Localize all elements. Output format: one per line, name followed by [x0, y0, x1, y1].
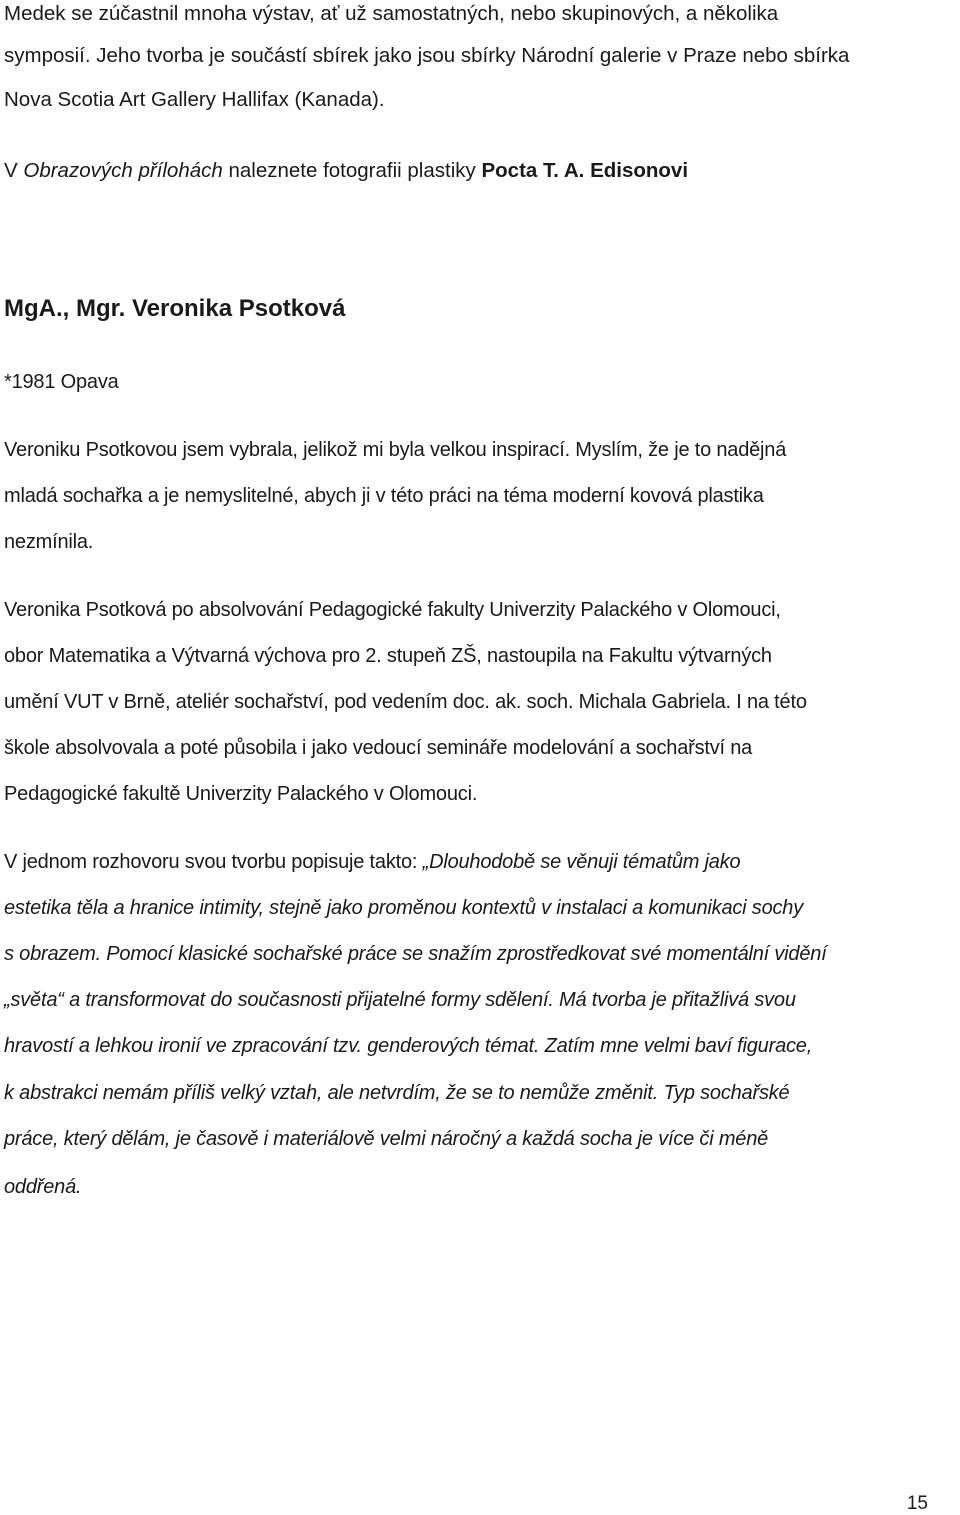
paragraph1-line-2: mladá sochařka a je nemyslitelné, abych ji v této práci na téma moderní kovová plastika	[4, 485, 764, 507]
intro-line-4-artwork-title: Pocta T. A. Edisonovi	[481, 159, 689, 182]
paragraph2-line-3: umění VUT v Brně, ateliér sochařství, pod vedením doc. ak. soch. Michala Gabriela. I na této	[4, 691, 807, 713]
paragraph3-intro: V jednom rozhovoru svou tvorbu popisuje takto:	[4, 851, 423, 873]
paragraph3-line-2: estetika těla a hranice intimity, stejně jako proměnou kontextů v instalaci a komunikaci sochy	[4, 897, 804, 919]
paragraph3-quote-start: „Dlouhodobě se věnuji tématům jako	[422, 851, 741, 873]
paragraph2-line-5: Pedagogické fakultě Univerzity Palackého v Olomouci.	[4, 783, 478, 805]
intro-line-4-middle: naleznete fotografii plastiky	[222, 159, 482, 182]
paragraph2-line-1: Veronika Psotková po absolvování Pedagogické fakulty Univerzity Palackého v Olomouci,	[4, 599, 781, 621]
paragraph3-line-1	[4, 849, 740, 875]
artist-birth: *1981 Opava	[4, 371, 119, 393]
paragraph3-line-4: „světa“ a transformovat do současnosti přijatelné formy sdělení. Má tvorba je přitažlivá svou	[4, 989, 796, 1011]
paragraph3-line-5: hravostí a lehkou ironií ve zpracování tzv. genderových témat. Zatím mne velmi baví figurace,	[4, 1035, 813, 1057]
paragraph2-line-2: obor Matematika a Výtvarná výchova pro 2. stupeň ZŠ, nastoupila na Fakultu výtvarných	[4, 645, 772, 667]
paragraph3-line-6: k abstrakci nemám příliš velký vztah, ale netvrdím, že se to nemůže změnit. Typ sochařské	[4, 1082, 790, 1104]
paragraph1-line-3: nezmínila.	[4, 531, 94, 553]
page-number: 15	[906, 1493, 928, 1514]
artist-heading: MgA., Mgr. Veronika Psotková	[4, 295, 346, 322]
paragraph1-line-1: Veroniku Psotkovou jsem vybrala, jelikož mi byla velkou inspirací. Myslím, že je to nadějná	[4, 439, 787, 461]
intro-line-4-attachments: Obrazových přílohách	[23, 159, 223, 182]
intro-line-4-prefix: V	[4, 159, 24, 182]
paragraph3-line-8: oddřená.	[4, 1176, 82, 1198]
paragraph3-line-3: s obrazem. Pomocí klasické sochařské práce se snažím zprostředkovat své momentální vidění	[4, 943, 827, 965]
paragraph3-line-7: práce, který dělám, je časově i materiálově velmi náročný a každá socha je více či méně	[4, 1128, 769, 1150]
intro-line-3: Nova Scotia Art Gallery Hallifax (Kanada).	[4, 88, 385, 111]
intro-line-2: symposií. Jeho tvorba je součástí sbírek jako jsou sbírky Národní galerie v Praze nebo sbírka	[4, 44, 850, 67]
intro-line-4	[4, 158, 688, 184]
paragraph2-line-4: škole absolvovala a poté působila i jako vedoucí semináře modelování a sochařství na	[4, 737, 753, 759]
intro-line-1: Medek se zúčastnil mnoha výstav, ať už samostatných, nebo skupinových, a několika	[4, 2, 779, 25]
